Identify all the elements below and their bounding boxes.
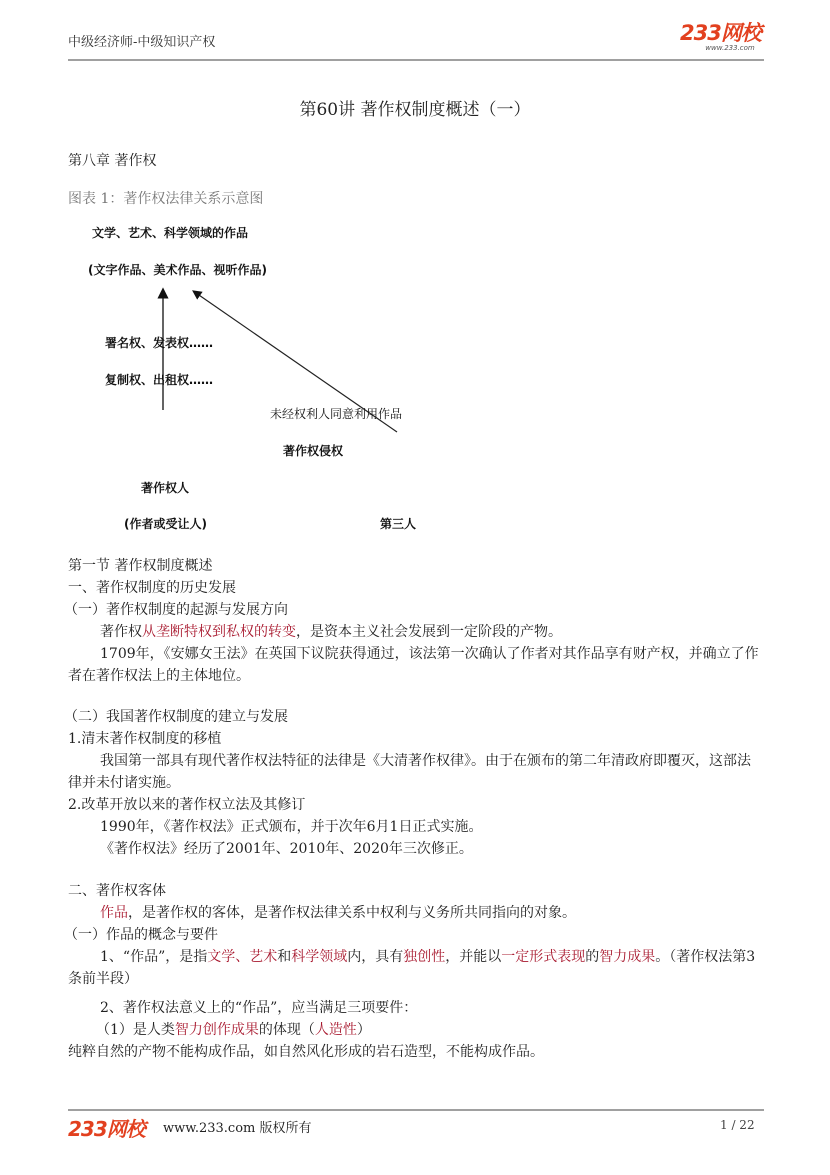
highlight-text: 智力成果 — [599, 949, 656, 965]
logo-text: 233网校 — [680, 21, 761, 45]
heading-copyright-object: 二、著作权客体 — [68, 883, 166, 899]
highlight-text: 科学领域 — [291, 949, 348, 965]
heading-china-development: （二）我国著作权制度的建立与发展 — [64, 709, 288, 725]
highlight-text: 文学、艺术 — [207, 949, 278, 965]
text: 。（著作权法第3条前半段） — [68, 949, 756, 987]
heading-reform-legislation: 2.改革开放以来的著作权立法及其修订 — [68, 797, 306, 813]
paragraph-requirements: 2、著作权法意义上的“作品”，应当满足三项要件： — [100, 1000, 418, 1016]
logo-url: www.233.com — [705, 44, 755, 52]
text: ） — [356, 1022, 371, 1038]
heading-work-concept: （一）作品的概念与要件 — [64, 927, 218, 943]
text: 内，具有 — [347, 949, 404, 965]
text: 著作权 — [100, 624, 142, 640]
figure-caption: 图表 1：著作权法律关系示意图 — [68, 191, 264, 207]
highlight-text: 人造性 — [314, 1022, 357, 1038]
paragraph-requirement-1 — [96, 1019, 756, 1041]
diagram-third-party: 第三人 — [380, 517, 417, 531]
chapter-heading: 第八章 著作权 — [68, 153, 157, 169]
paragraph-amendments: 《著作权法》经历了2001年、2010年、2020年三次修正。 — [100, 841, 473, 857]
text: 和 — [277, 949, 292, 965]
highlight-text: 从垄断特权到私权的转变 — [142, 624, 296, 640]
section-title: 第一节 著作权制度概述 — [68, 558, 213, 574]
footer-logo: 233网校 — [68, 1117, 145, 1141]
diagram-work-types: (文字作品、美术作品、视听作品) — [88, 263, 267, 277]
footer-divider — [68, 1109, 764, 1111]
heading-origin: （一）著作权制度的起源与发展方向 — [64, 602, 288, 618]
page-number: 1 / 22 — [720, 1118, 755, 1132]
text: ，是资本主义社会发展到一定阶段的产物。 — [296, 624, 562, 640]
diagram-unauthorized-use: 未经权利人同意利用作品 — [270, 407, 403, 421]
paragraph-work-definition — [68, 946, 764, 990]
diagram-owner-note: (作者或受让人) — [124, 517, 207, 531]
text: 的 — [585, 949, 600, 965]
diagram-rights-1: 署名权、发表权…… — [105, 336, 214, 350]
text: ，并能以 — [445, 949, 502, 965]
highlight-text: 智力创作成果 — [174, 1022, 259, 1038]
text: ，是著作权的客体，是著作权法律关系中权利与义务所共同指向的对象。 — [128, 905, 576, 921]
paragraph-1990-law: 1990年，《著作权法》正式颁布，并于次年6月1日正式实施。 — [100, 819, 483, 835]
highlight-text: 一定形式表现 — [501, 949, 586, 965]
text: （1）是人类 — [96, 1022, 175, 1038]
text: 1、“作品”，是指 — [100, 949, 208, 965]
lecture-title: 第60讲 著作权制度概述（一） — [299, 100, 531, 120]
document-header-title: 中级经济师-中级知识产权 — [68, 35, 216, 50]
paragraph-anne-statute: 1709年，《安娜女王法》在英国下议院获得通过，该法第一次确认了作者对其作品享有财产权，并确立了作者在著作权法上的主体地位。 — [68, 646, 759, 684]
diagram-work-title: 文学、艺术、科学领域的作品 — [92, 226, 249, 240]
diagram-infringement: 著作权侵权 — [283, 444, 344, 458]
diagram-owner: 著作权人 — [141, 481, 190, 495]
highlight-text: 作品 — [100, 905, 128, 921]
diagram-rights-2: 复制权、出租权…… — [105, 373, 214, 387]
paragraph-origin — [68, 621, 764, 643]
paragraph-qing-law: 我国第一部具有现代著作权法特征的法律是《大清著作权律》。由于在颁布的第二年清政府即覆灭，这部法律并未付诸实施。 — [68, 753, 751, 791]
text: 的体现（ — [258, 1022, 315, 1038]
heading-qing-transplant: 1.清末著作权制度的移植 — [68, 731, 222, 747]
highlight-text: 独创性 — [403, 949, 446, 965]
diagram-arrows — [0, 0, 830, 560]
paragraph-work-object — [68, 902, 764, 924]
paragraph-natural-products: 纯粹自然的产物不能构成作品，如自然风化形成的岩石造型，不能构成作品。 — [68, 1044, 544, 1060]
footer-copyright: www.233.com 版权所有 — [163, 1121, 312, 1136]
heading-history: 一、著作权制度的历史发展 — [68, 580, 236, 596]
